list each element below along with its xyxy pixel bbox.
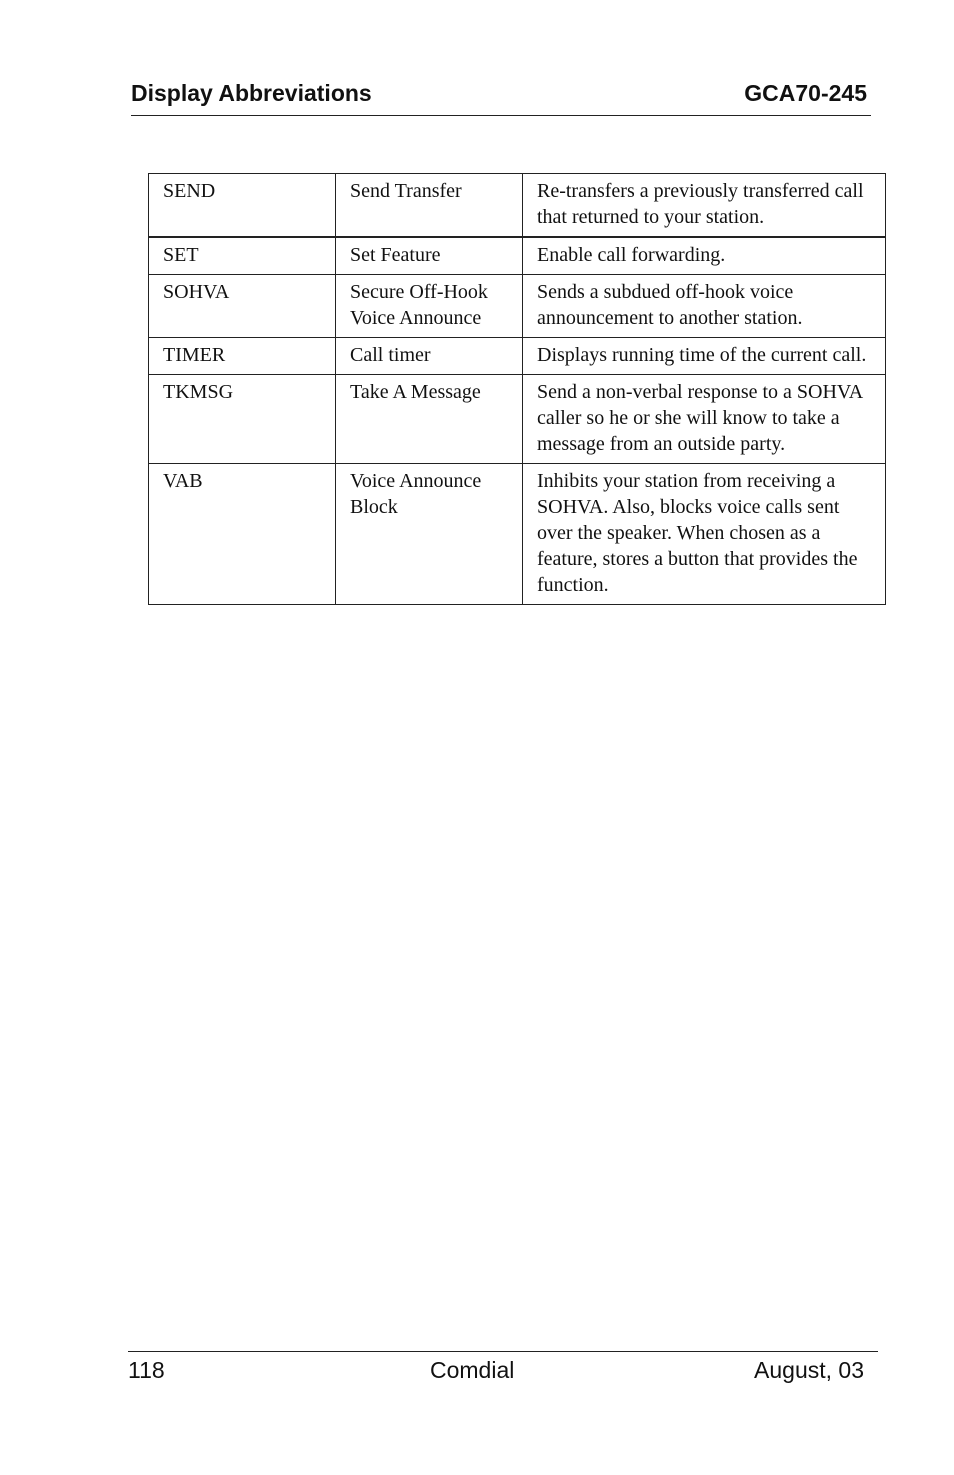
abbreviation-cell: TIMER xyxy=(149,338,336,375)
abbreviation-cell: SEND xyxy=(149,174,336,238)
publication-date: August, 03 xyxy=(754,1357,864,1383)
feature-name-cell: Take A Message xyxy=(336,375,523,464)
table-row xyxy=(149,237,886,275)
table-row xyxy=(149,174,886,238)
document-code: GCA70-245 xyxy=(744,80,867,106)
abbreviation-cell: SOHVA xyxy=(149,275,336,338)
section-title: Display Abbreviations xyxy=(131,80,372,106)
page-number: 118 xyxy=(128,1357,165,1383)
page-footer xyxy=(128,1351,878,1392)
table-row xyxy=(149,338,886,375)
feature-name-cell: Set Feature xyxy=(336,237,523,275)
description-cell: Displays running time of the current call. xyxy=(523,338,886,375)
table-row xyxy=(149,275,886,338)
abbreviations-table xyxy=(148,173,886,605)
description-cell: Sends a subdued off-hook voice announcement to another station. xyxy=(523,275,886,338)
feature-name-cell: Secure Off-Hook Voice Announce xyxy=(336,275,523,338)
abbreviation-cell: SET xyxy=(149,237,336,275)
description-cell: Re-transfers a previously transferred call that returned to your station. xyxy=(523,174,886,238)
table-row xyxy=(149,375,886,464)
feature-name-cell: Send Transfer xyxy=(336,174,523,238)
abbreviation-cell: TKMSG xyxy=(149,375,336,464)
company-name: Comdial xyxy=(430,1357,515,1383)
abbreviation-cell: VAB xyxy=(149,464,336,605)
feature-name-cell: Voice Announce Block xyxy=(336,464,523,605)
table-row xyxy=(149,464,886,605)
description-cell: Enable call forwarding. xyxy=(523,237,886,275)
description-cell: Send a non-verbal response to a SOHVA caller so he or she will know to take a message from an outside party. xyxy=(523,375,886,464)
feature-name-cell: Call timer xyxy=(336,338,523,375)
description-cell: Inhibits your station from receiving a SOHVA. Also, blocks voice calls sent over the speaker. When chosen as a feature, stores a button that provides the function. xyxy=(523,464,886,605)
page-header xyxy=(131,78,871,116)
